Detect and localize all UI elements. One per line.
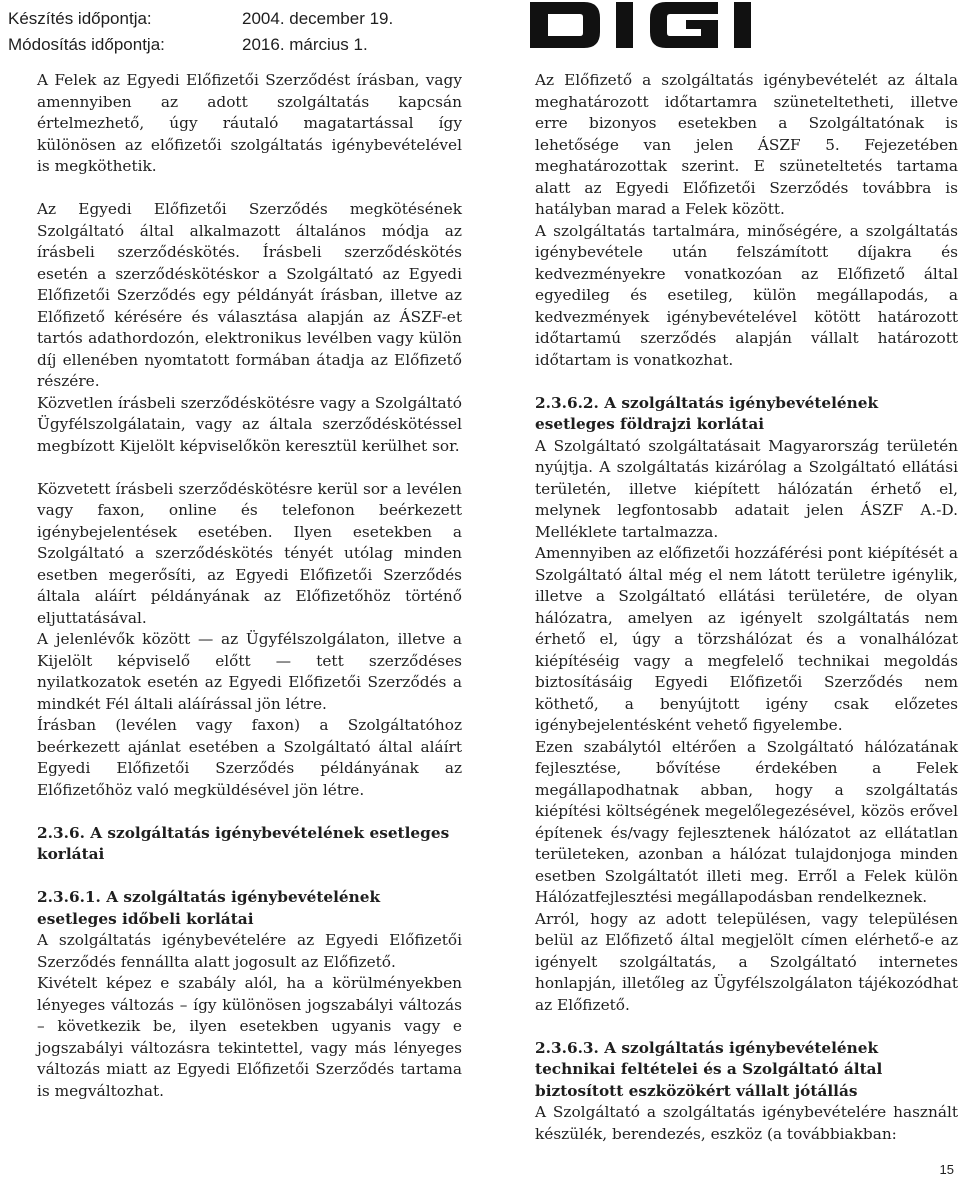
section-heading: 2.3.6. A szolgáltatás igénybevételének esetleges korlátai — [37, 823, 450, 863]
paragraph: Írásban (levélen vagy faxon) a Szolgáltatóhoz beérkezett ajánlat esetében a Szolgáltató által aláírt Egyedi Előfizetői Szerződés példányának az Előfizetőhöz való megküldésével jön létre. — [37, 716, 462, 799]
paragraph: Az Előfizető a szolgáltatás igénybevételét az általa meghatározott időtartamra szüneteltetheti, illetve erre bizonyos esetekben a Szolgáltatónak is lehetősége van jelen ÁSZF 5. Fejezetében meghatározottak szerint. E szüneteltetés tartama alatt az Egyedi Előfizetői Szerződés továbbra is hatályban marad a Felek között. — [535, 71, 958, 218]
paragraph: A Szolgáltató szolgáltatásait Magyarország területén nyújtja. A szolgáltatás kizárólag a Szolgáltató ellátási területén, illetve kiépített hálózatán érhető el, melynek legfontosabb adatait jelen ÁSZF A.-D. Melléklete tartalmazza. — [535, 436, 958, 541]
section-heading: 2.3.6.1. A szolgáltatás igénybevételének esetleges időbeli korlátai — [37, 888, 381, 928]
digi-logo — [530, 2, 828, 48]
left-column — [37, 70, 462, 1102]
paragraph: Kivételt képez e szabály alól, ha a körülményekben lényeges változás – így különösen jogszabályi változás – következik be, ilyen esetekben ugyanis vagy e jogszabályi változásra tekintettel, vagy más lényeges változás miatt az Egyedi Előfizetői Szerződés tartama is megváltozhat. — [37, 974, 462, 1100]
section-heading: 2.3.6.3. A szolgáltatás igénybevételének technikai feltételei és a Szolgáltató által biztosított eszközökért vállalt jótállás — [535, 1038, 883, 1100]
modified-date: 2016. március 1. — [242, 35, 368, 54]
paragraph: Ezen szabálytól eltérően a Szolgáltató hálózatának fejlesztése, bővítése érdekében a Felek megállapodhatnak abban, hogy a szolgáltatás kiépítési költségének megelőlegezésével, közös erővel építenek és/vagy fejlesztenek hálózatot az ellátatlan területeken, azonban a hálózat tulajdonjoga minden esetben Szolgáltatót illeti meg. Erről a Felek külön Hálózatfejlesztési megállapodásban rendelkeznek. — [535, 737, 958, 906]
section-heading: 2.3.6.2. A szolgáltatás igénybevételének esetleges földrajzi korlátai — [535, 393, 879, 433]
page-number: 15 — [939, 1162, 954, 1177]
paragraph: Az Egyedi Előfizetői Szerződés megkötésének Szolgáltató által alkalmazott általános módja az írásbeli szerződéskötés. Írásbeli szerződéskötés esetén a szerződéskötéskor a Szolgáltató az Egyedi Előfizetői Szerződés egy példányát írásban, illetve az Előfizető kérésére és választása alapján az ÁSZF-et tartós adathordozón, elektronikus levélben vagy külön díj ellenében nyomtatott formában átadja az Előfizető részére. — [37, 200, 462, 390]
paragraph: Közvetett írásbeli szerződéskötésre kerül sor a levélen vagy faxon, online és telefonon beérkezett igénybejelentések esetében. Ilyen esetekben a Szolgáltató a szerződéskötés tényét utólag minden esetben megerősíti, az Egyedi Előfizetői Szerződés általa aláírt példányának az Előfizetőhöz történő eljuttatásával. — [37, 479, 462, 627]
paragraph: A Szolgáltató a szolgáltatás igénybevételére használt készülék, berendezés, eszköz (a továbbiakban: — [535, 1103, 958, 1143]
paragraph: A szolgáltatás igénybevételére az Egyedi Előfizetői Szerződés fennállta alatt jogosult az Előfizető. — [37, 931, 462, 971]
created-date: 2004. december 19. — [242, 9, 394, 28]
paragraph: Arról, hogy az adott településen, vagy településen belül az Előfizető által megjelölt címen elérhető-e az igényelt szolgáltatás, a Szolgáltató internetes honlapján, illetőleg az Ügyfélszolgálaton tájékozódhat az Előfizető. — [535, 909, 958, 1014]
right-column — [535, 70, 958, 1145]
created-row — [8, 6, 393, 32]
paragraph: Amennyiben az előfizetői hozzáférési pont kiépítését a Szolgáltató által még el nem látott területre igénylik, illetve a Szolgáltató ellátási területére, de olyan hálózatra, amelyen az igényelt szolgáltatás nem érhető el, úgy a törzshálózat és a vonalhálózat kiépítéséig vagy a megfelelő technikai megoldás biztosításáig Egyedi Előfizetői Szerződés nem köthető, a benyújtott igény csak előzetes igénybejelentésként vehető figyelembe. — [535, 544, 958, 734]
paragraph: A szolgáltatás tartalmára, minőségére, a szolgáltatás igénybevétele után felszámított díjakra és kedvezményekre vonatkozóan az Előfizető által egyedileg és esetileg, külön megállapodás, a kedvezmények igénybevételével kötött határozott időtartamú szerződés alapján vállalt határozott időtartam is vonatkozhat. — [535, 221, 958, 369]
modified-label: Módosítás időpontja: — [8, 35, 165, 54]
paragraph: A Felek az Egyedi Előfizetői Szerződést írásban, vagy amennyiben az adott szolgáltatás kapcsán értelmezhető, úgy ráutaló magatartással így különösen az előfizetői szolgáltatás igénybevételével is megköthetik. — [37, 71, 462, 175]
created-label: Készítés időpontja: — [8, 9, 152, 28]
paragraph: Közvetlen írásbeli szerződéskötésre vagy a Szolgáltató Ügyfélszolgálatain, vagy az általa szerződéskötéssel megbízott Kijelölt képviselőkön keresztül kerülhet sor. — [37, 393, 462, 455]
paragraph: A jelenlévők között — az Ügyfélszolgálaton, illetve a Kijelölt képviselő előtt — tett szerződéses nyilatkozatok esetén az Egyedi Előfizetői Szerződés a mindkét Fél általi aláírással jön létre. — [37, 630, 462, 713]
document-dates — [8, 6, 393, 58]
modified-row — [8, 32, 393, 58]
